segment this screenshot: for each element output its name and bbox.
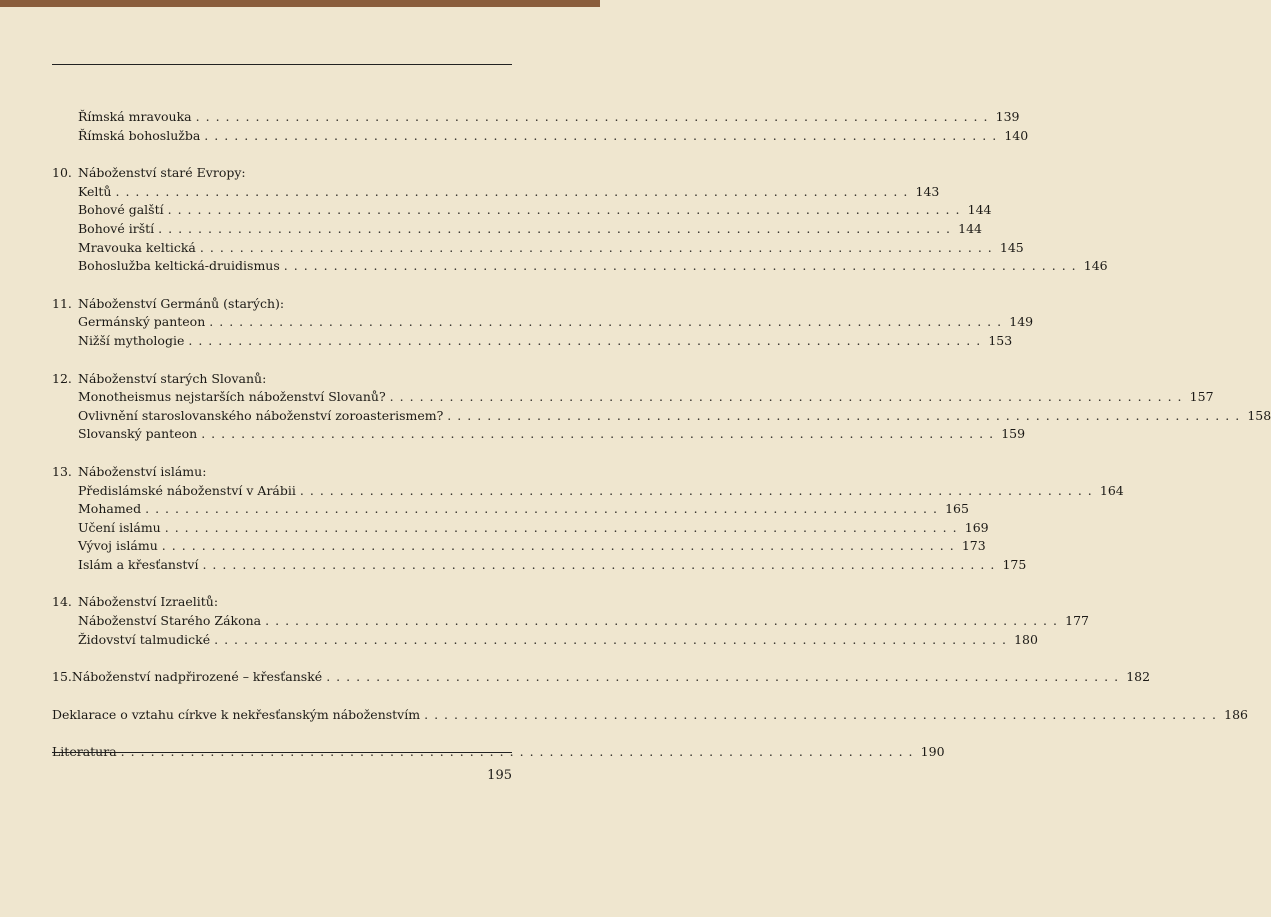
table-of-contents — [52, 108, 1271, 781]
toc-entry — [52, 201, 992, 220]
dot-leader: ................................................................................ — [202, 556, 1001, 572]
toc-entry-page: 153 — [988, 332, 1013, 348]
dot-leader: ................................................................................ — [167, 202, 966, 218]
toc-entry — [52, 556, 1027, 575]
toc-entry-page: 173 — [961, 538, 986, 554]
top-rule — [52, 64, 512, 65]
toc-entry-page: 144 — [958, 220, 983, 236]
toc-entry-title: Bohoslužba keltická-druidismus — [78, 258, 280, 274]
toc-entry — [52, 313, 1034, 332]
dot-leader: ................................................................................ — [299, 482, 1098, 498]
section-number: 12. — [52, 370, 72, 386]
toc-section-heading — [52, 593, 512, 612]
toc-section-heading — [52, 463, 512, 482]
section-number: 15. — [52, 669, 72, 685]
toc-section-11 — [52, 295, 1034, 351]
toc-entry-title: Monotheismus nejstarších náboženství Slovanů? — [78, 389, 386, 405]
toc-entry — [52, 631, 1038, 650]
toc-entry-page: 165 — [945, 501, 969, 517]
toc-entry-page: 139 — [995, 109, 1020, 124]
toc-entry-title: Bohové galští — [78, 202, 164, 218]
dot-leader: ................................................................................ — [164, 519, 963, 535]
dot-leader: ................................................................................ — [161, 538, 960, 554]
toc-entry-title: Germánský panteon — [78, 314, 206, 330]
toc-entry — [52, 519, 989, 538]
toc-entry-title: Literatura — [52, 744, 117, 760]
toc-continuation — [52, 108, 1029, 145]
section-number: 14. — [52, 594, 72, 610]
toc-entry — [52, 537, 986, 556]
toc-entry-page: 190 — [920, 744, 945, 760]
toc-entry-title: Keltů — [78, 183, 112, 199]
top-edge-strip — [0, 0, 600, 7]
toc-entry-title: Ovlivnění staroslovanského náboženství zoroasterismem? — [78, 407, 444, 423]
dot-leader: ................................................................................ — [201, 426, 1000, 442]
toc-entry-title: Římská mravouka — [78, 109, 192, 124]
section-title: Náboženství staré Evropy: — [78, 165, 246, 181]
dot-leader: ................................................................................ — [283, 258, 1082, 274]
toc-entry-title: Nižší mythologie — [78, 332, 185, 348]
toc-entry-title: Vývoj islámu — [78, 538, 158, 554]
section-number: 11. — [52, 295, 72, 311]
toc-entry — [52, 127, 1029, 146]
toc-entry — [52, 706, 1248, 725]
section-number: 10. — [52, 165, 72, 181]
dot-leader: ................................................................................ — [199, 239, 998, 255]
section-number: 13. — [52, 463, 72, 479]
section-title: Náboženství starých Slovanů: — [78, 370, 267, 386]
toc-declaration — [52, 706, 1248, 725]
dot-leader: ................................................................................ — [447, 407, 1246, 423]
toc-entry-title: Bohové irští — [78, 220, 155, 236]
toc-entry — [52, 183, 940, 202]
toc-entry-title: Mohamed — [78, 501, 142, 517]
toc-entry — [52, 668, 1151, 687]
dot-leader: ................................................................................ — [209, 314, 1008, 330]
toc-entry-page: 145 — [999, 239, 1024, 255]
page-number: 195 — [487, 768, 512, 783]
toc-entry-page: 146 — [1083, 258, 1108, 274]
dot-leader: ................................................................................ — [424, 706, 1222, 722]
toc-entry-page: 180 — [1014, 631, 1038, 647]
dot-leader: ................................................................................ — [265, 613, 1063, 629]
toc-entry — [52, 257, 1108, 276]
dot-leader: ................................................................................ — [158, 220, 957, 236]
dot-leader: ................................................................................ — [326, 669, 1125, 685]
toc-section-13 — [52, 463, 1124, 575]
toc-entry-title: Učení islámu — [78, 519, 161, 535]
toc-entry-title: Islám a křesťanství — [78, 556, 199, 572]
toc-entry-page: 157 — [1189, 389, 1214, 405]
toc-entry-title: Deklarace o vztahu církve k nekřesťanským náboženstvím — [52, 706, 421, 722]
toc-entry-page: 177 — [1065, 613, 1089, 629]
dot-leader: ................................................................................ — [204, 127, 1003, 143]
toc-entry-page: 149 — [1009, 314, 1034, 330]
toc-entry-title: Římská bohoslužba — [78, 127, 201, 143]
toc-entry-page: 182 — [1126, 669, 1151, 685]
toc-entry-title: Slovanský panteon — [78, 426, 198, 442]
toc-section-heading — [52, 164, 512, 183]
toc-entry — [52, 108, 1020, 127]
toc-section-10 — [52, 164, 1108, 276]
toc-entry-title: Židovství talmudické — [78, 631, 211, 647]
toc-section-12 — [52, 370, 1271, 444]
toc-entry — [52, 388, 1214, 407]
section-title: Náboženství islámu: — [78, 463, 207, 479]
dot-leader: ................................................................................ — [145, 501, 943, 517]
toc-section-14 — [52, 593, 1089, 649]
dot-leader: ................................................................................ — [195, 109, 994, 124]
toc-entry-page: 140 — [1004, 127, 1029, 143]
dot-leader: ................................................................................ — [214, 631, 1012, 647]
toc-entry-page: 169 — [964, 519, 989, 535]
toc-entry — [52, 332, 1013, 351]
toc-section-heading — [52, 370, 512, 389]
toc-entry — [52, 239, 1024, 258]
toc-entry — [52, 612, 1089, 631]
dot-leader: ................................................................................ — [188, 332, 987, 348]
toc-entry-title: Náboženství nadpřirozené – křesťanské — [71, 669, 323, 685]
toc-entry-page: 158 — [1247, 407, 1271, 423]
toc-entry-page: 144 — [967, 202, 992, 218]
toc-entry-page: 143 — [915, 183, 940, 199]
toc-entry-page: 159 — [1001, 426, 1026, 442]
section-title: Náboženství Izraelitů: — [78, 594, 219, 610]
toc-entry-page: 186 — [1224, 706, 1248, 722]
dot-leader: ................................................................................ — [389, 389, 1188, 405]
toc-entry-title: Předislámské náboženství v Arábii — [78, 482, 296, 498]
toc-entry-title: Mravouka keltická — [78, 239, 196, 255]
toc-entry-page: 164 — [1099, 482, 1124, 498]
dot-leader: ................................................................................ — [115, 183, 914, 199]
toc-section-heading — [52, 295, 512, 314]
toc-entry — [52, 220, 983, 239]
toc-entry — [52, 500, 969, 519]
toc-entry — [52, 425, 1026, 444]
bottom-rule — [52, 752, 512, 753]
toc-section-15 — [52, 668, 1151, 687]
toc-entry — [52, 407, 1271, 426]
toc-entry-title: Náboženství Starého Zákona — [78, 613, 262, 629]
toc-entry — [52, 482, 1124, 501]
dot-leader: ................................................................................ — [120, 744, 919, 760]
section-title: Náboženství Germánů (starých): — [78, 295, 285, 311]
toc-entry-page: 175 — [1002, 556, 1027, 572]
